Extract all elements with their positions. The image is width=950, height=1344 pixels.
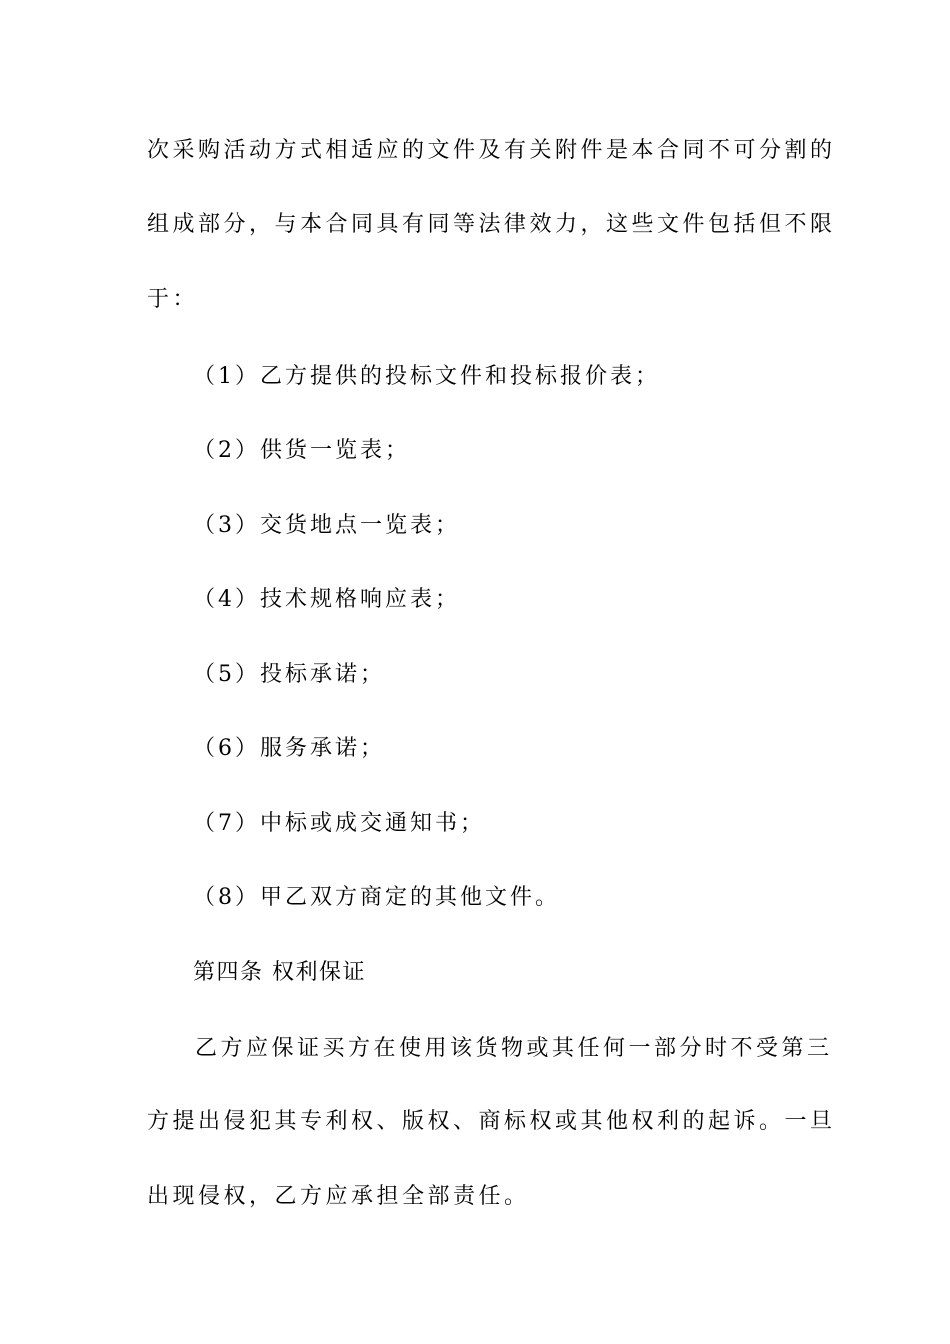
paragraph-line: 方提出侵犯其专利权、版权、商标权或其他权利的起诉。一旦 (147, 1109, 836, 1134)
list-item: （8）甲乙双方商定的其他文件。 (193, 885, 560, 910)
list-item: （3）交货地点一览表； (193, 513, 460, 538)
paragraph-line: 于： (147, 287, 199, 312)
paragraph-line: 乙方应保证买方在使用该货物或其任何一部分时不受第三 (195, 1036, 833, 1061)
article-heading: 第四条 权利保证 (193, 960, 366, 985)
list-item: （4）技术规格响应表； (193, 587, 460, 612)
paragraph-line: 次采购活动方式相适应的文件及有关附件是本合同不可分割的 (147, 138, 836, 163)
list-item: （7）中标或成交通知书； (193, 811, 485, 836)
list-item: （2）供货一览表； (193, 438, 410, 463)
list-item: （6）服务承诺； (193, 736, 385, 761)
paragraph-line: 出现侵权，乙方应承担全部责任。 (147, 1184, 530, 1209)
paragraph-line: 组成部分，与本合同具有同等法律效力，这些文件包括但不限 (147, 212, 836, 237)
list-item: （1）乙方提供的投标文件和投标报价表； (193, 364, 660, 389)
list-item: （5）投标承诺； (193, 662, 385, 687)
